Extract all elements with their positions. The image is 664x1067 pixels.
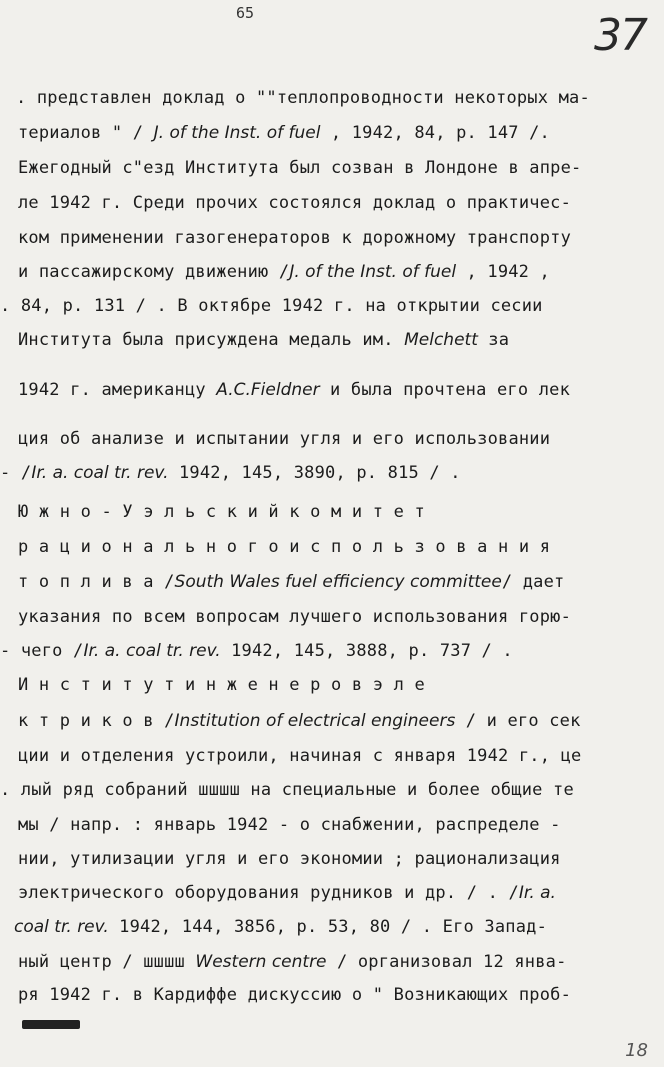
typed-text-tail: / дает [501, 572, 565, 592]
handwritten-insert: Western centre [195, 952, 327, 972]
handwritten-insert: Ir. a. coal tr. rev. [83, 641, 221, 661]
typed-text-tail: 1942, 145, 3888, р. 737 / . [220, 641, 513, 661]
typed-text: териалов " / [18, 123, 154, 143]
text-line [0, 641, 513, 661]
typed-text: 1942 г. американцу [18, 380, 217, 400]
handwritten-insert: Melchett [404, 330, 478, 350]
text-line [18, 815, 561, 835]
typed-text-tail: за [477, 330, 510, 350]
handwritten-insert: J. of the Inst. of fuel [289, 262, 457, 282]
typed-text: Ежегодный с"езд Института был созван в Лондоне в апре- [18, 158, 582, 178]
text-line [18, 849, 561, 869]
typed-text: - / [0, 463, 32, 483]
typed-text-tail: 1942, 144, 3856, р. 53, 80 / . Его Запад- [108, 917, 547, 937]
text-line [18, 193, 571, 213]
text-line [18, 262, 550, 282]
text-line [18, 607, 571, 627]
handwritten-insert: Institution of electrical engineers [174, 711, 456, 731]
text-line [18, 158, 581, 178]
typed-text: . представлен доклад о ""теплопроводности некоторых ма- [16, 88, 590, 108]
typed-text: и пассажирскому движению / [18, 262, 290, 282]
text-line [16, 88, 590, 108]
strikethrough-mark [22, 1020, 80, 1029]
text-line [0, 463, 461, 483]
typed-text: ря 1942 г. в Кардиффе дискуссию о " Возникающих проб- [18, 985, 572, 1005]
typed-text: р а ц и о н а л ь н о г о и с п о л ь з о в а н и я [18, 537, 551, 557]
handwritten-insert: Ir. a. [518, 883, 556, 903]
handwritten-insert: Ir. a. coal tr. rev. [31, 463, 169, 483]
text-line [18, 746, 581, 766]
typed-text: И н с т и т у т и н ж е н е р о в э л е [18, 675, 425, 695]
text-line [18, 952, 567, 972]
text-line [18, 123, 550, 143]
text-line [18, 502, 425, 522]
typed-text: Института была присуждена медаль им. [18, 330, 405, 350]
typed-text-tail: / организовал 12 янва- [326, 952, 567, 972]
text-line [18, 711, 581, 731]
typed-text-tail: и была прочтена его лек [319, 380, 571, 400]
typed-text: Ю ж н о - У э л ь с к и й к о м и т е т [18, 502, 425, 522]
typed-text-tail: , 1942, 84, р. 147 /. [320, 123, 550, 143]
sheet-number: 37 [594, 10, 646, 61]
typed-text: ле 1942 г. Среди прочих состоялся доклад о практичес- [18, 193, 572, 213]
text-line [14, 917, 547, 937]
handwritten-insert: J. of the Inst. of fuel [153, 123, 321, 143]
typed-text: ции и отделения устроили, начиная с января 1942 г., це [18, 746, 582, 766]
text-line [18, 330, 509, 350]
text-line [0, 780, 574, 800]
typed-text: ный центр / шшшш [18, 952, 196, 972]
handwritten-insert: coal tr. rev. [14, 917, 109, 937]
text-line [0, 296, 543, 316]
typed-text: к т р и к о в / [18, 711, 175, 731]
typed-text: - чего / [0, 641, 84, 661]
handwritten-insert: A.C.Fieldner [216, 380, 320, 400]
typed-text: ция об анализе и испытании угля и его использовании [18, 429, 551, 449]
handwritten-insert: South Wales fuel efficiency committee [174, 572, 502, 592]
text-line [18, 985, 571, 1005]
typed-text: . лый ряд собраний шшшш на специальные и более общие те [0, 780, 574, 800]
text-line [18, 537, 550, 557]
text-line [18, 228, 571, 248]
typed-text-tail: 1942, 145, 3890, р. 815 / . [168, 463, 461, 483]
corner-mark: 18 [625, 1040, 648, 1061]
text-line [18, 380, 570, 400]
typed-text-tail: / и его сек [455, 711, 581, 731]
typed-text: ком применении газогенераторов к дорожному транспорту [18, 228, 572, 248]
page-number: 65 [236, 4, 255, 22]
typed-text: электрического оборудования рудников и др. / . / [18, 883, 519, 903]
typed-text-tail: , 1942 , [456, 262, 550, 282]
text-line [18, 883, 556, 903]
text-line [18, 429, 550, 449]
typed-text: т о п л и в а / [18, 572, 175, 592]
text-line [18, 675, 425, 695]
text-line [18, 572, 564, 592]
typed-text: нии, утилизации угля и его экономии ; рационализация [18, 849, 561, 869]
typed-text: мы / напр. : январь 1942 - о снабжении, распределе - [18, 815, 561, 835]
typed-text: . 84, р. 131 / . В октябре 1942 г. на открытии сесии [0, 296, 543, 316]
typed-text: указания по всем вопросам лучшего использования горю- [18, 607, 572, 627]
